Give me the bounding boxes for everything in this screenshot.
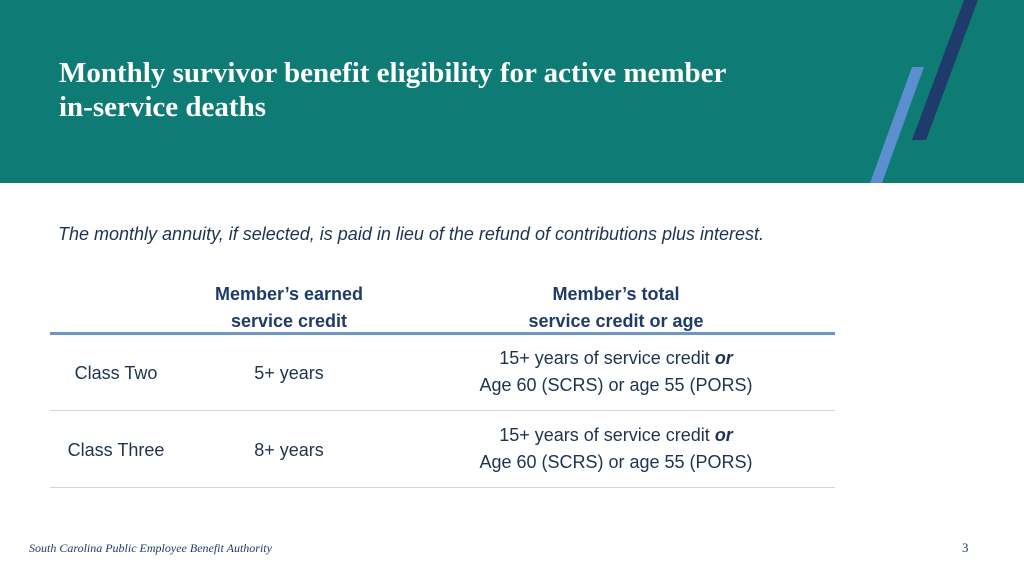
row-1-class: Class Two bbox=[74, 363, 158, 383]
row-2-total-or: or bbox=[714, 425, 733, 445]
row-2-total-line-1 bbox=[466, 422, 766, 449]
row-2-earned: 8+ years bbox=[254, 440, 324, 460]
column-header-total bbox=[486, 281, 746, 335]
row-divider bbox=[50, 410, 835, 411]
page-number: 3 bbox=[962, 540, 969, 555]
row-1-total-line-2: Age 60 (SCRS) or age 55 (PORS) bbox=[479, 375, 753, 395]
row-1-earned: 5+ years bbox=[254, 363, 324, 383]
column-header-earned bbox=[189, 281, 389, 335]
row-1-total-or: or bbox=[714, 348, 733, 368]
row-1-total bbox=[466, 345, 766, 399]
row-1-total-line-1-text: 15+ years of service credit bbox=[499, 348, 710, 368]
row-2-total-line-2: Age 60 (SCRS) or age 55 (PORS) bbox=[479, 452, 753, 472]
page-title-line-2: in-service deaths bbox=[59, 91, 266, 123]
row-2-total-line-1-text: 15+ years of service credit bbox=[499, 425, 710, 445]
table-bottom-divider bbox=[50, 487, 835, 488]
light-blue-stripe bbox=[870, 67, 924, 183]
row-1-total-line-1 bbox=[466, 345, 766, 372]
page-title bbox=[59, 56, 859, 124]
column-header-earned-line-2: service credit bbox=[230, 311, 348, 331]
title-banner bbox=[0, 0, 1024, 183]
row-2-class: Class Three bbox=[67, 440, 165, 460]
subtitle: The monthly annuity, if selected, is paid in lieu of the refund of contributions plus interest. bbox=[58, 224, 765, 244]
row-2-total bbox=[466, 422, 766, 476]
table-header-divider bbox=[50, 332, 835, 335]
footer-organization: South Carolina Public Employee Benefit Authority bbox=[29, 541, 272, 555]
column-header-total-line-2: service credit or age bbox=[528, 311, 704, 331]
column-header-total-line-1: Member’s total bbox=[552, 284, 680, 304]
column-header-earned-line-1: Member’s earned bbox=[214, 284, 364, 304]
page-title-line-1: Monthly survivor benefit eligibility for active member bbox=[59, 57, 727, 89]
